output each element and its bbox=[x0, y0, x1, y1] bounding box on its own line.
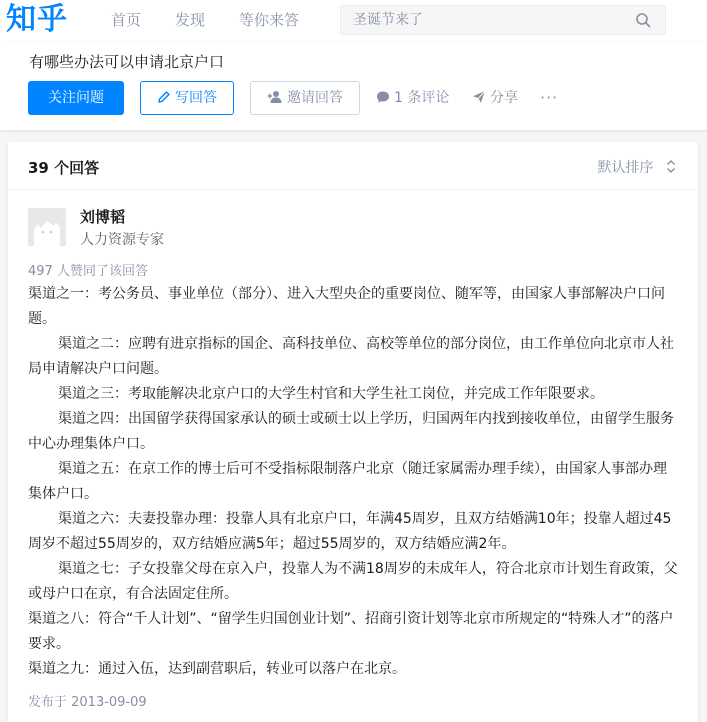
nav-discover[interactable]: 发现 bbox=[175, 11, 206, 29]
sort-selector[interactable] bbox=[598, 157, 676, 177]
comment-icon bbox=[376, 90, 390, 104]
follow-question-button[interactable]: 关注问题 bbox=[28, 81, 124, 115]
answer-paragraph: 渠道之三：考取能解决北京户口的大学生村官和大学生社工岗位，并完成工作年限要求。 bbox=[58, 386, 604, 402]
avatar[interactable] bbox=[28, 208, 66, 246]
answer-paragraph: 渠道之七：子女投靠父母在京入户，投靠人为不满18周岁的未成年人，符合北京市计划生育政策，父或母户口在京，有合法固定住所。 bbox=[28, 561, 678, 602]
answer-content bbox=[28, 282, 680, 682]
invite-answer-label: 邀请回答 bbox=[287, 90, 343, 106]
answer-list-header bbox=[8, 142, 698, 190]
author-name[interactable]: 刘博韬 bbox=[80, 208, 126, 226]
comments-button[interactable] bbox=[376, 81, 449, 115]
more-options-button[interactable]: ··· bbox=[540, 88, 559, 107]
answer-count: 39 个回答 bbox=[28, 159, 100, 177]
search-input[interactable] bbox=[353, 10, 623, 30]
answer-paragraph: 渠道之二：应聘有进京指标的国企、高科技单位、高校等单位的部分岗位，由工作单位向北京市人社局申请解决户口问题。 bbox=[28, 336, 674, 377]
answer-paragraph: 渠道之八：符合“千人计划”、“留学生归国创业计划”、招商引资计划等北京市所规定的“特殊人才”的落户要求。 bbox=[28, 611, 674, 652]
write-answer-button[interactable] bbox=[140, 81, 234, 115]
answer-paragraph: 渠道之一：考公务员、事业单位（部分）、进入大型央企的重要岗位、随军等，由国家人事部解决户口问题。 bbox=[28, 286, 665, 327]
answer-paragraph: 渠道之九：通过入伍，达到副营职后，转业可以落户在北京。 bbox=[28, 661, 406, 677]
default-avatar-icon bbox=[28, 208, 66, 246]
add-user-icon bbox=[267, 90, 283, 104]
author-headline: 人力资源专家 bbox=[80, 232, 164, 248]
zhihu-logo[interactable]: 知乎 bbox=[6, 2, 68, 37]
write-answer-label: 写回答 bbox=[175, 90, 217, 106]
share-label: 分享 bbox=[490, 90, 518, 106]
pencil-icon bbox=[157, 90, 171, 104]
share-button[interactable] bbox=[472, 81, 518, 115]
question-header bbox=[0, 42, 707, 130]
search-icon[interactable] bbox=[635, 12, 651, 28]
comments-label: 1 条评论 bbox=[394, 90, 450, 106]
top-navigation-bar bbox=[0, 0, 707, 42]
invite-answer-button[interactable] bbox=[250, 81, 360, 115]
nav-home[interactable]: 首页 bbox=[111, 11, 142, 29]
sort-arrows-icon bbox=[666, 159, 676, 174]
answer-list-card bbox=[8, 142, 698, 722]
search-box bbox=[340, 5, 666, 35]
vote-count: 497 人赞同了该回答 bbox=[28, 264, 148, 279]
sort-label: 默认排序 bbox=[597, 160, 654, 176]
nav-waiting-answers[interactable]: 等你来答 bbox=[239, 11, 300, 29]
question-title[interactable]: 有哪些办法可以申请北京户口 bbox=[29, 53, 225, 71]
answer-paragraph: 渠道之六：夫妻投靠办理：投靠人具有北京户口，年满45周岁，且双方结婚满10年；投靠人超过45周岁不超过55周岁的，双方结婚应满5年；超过55周岁的，双方结婚应满2年。 bbox=[28, 511, 672, 552]
publish-date[interactable]: 发布于 2013-09-09 bbox=[28, 695, 147, 710]
answer-paragraph: 渠道之四：出国留学获得国家承认的硕士或硕士以上学历，归国两年内找到接收单位，由留学生服务中心办理集体户口。 bbox=[28, 411, 674, 452]
share-icon bbox=[472, 90, 486, 104]
answer-paragraph: 渠道之五：在京工作的博士后可不受指标限制落户北京（随迁家属需办理手续），由国家人事部办理集体户口。 bbox=[28, 461, 667, 502]
